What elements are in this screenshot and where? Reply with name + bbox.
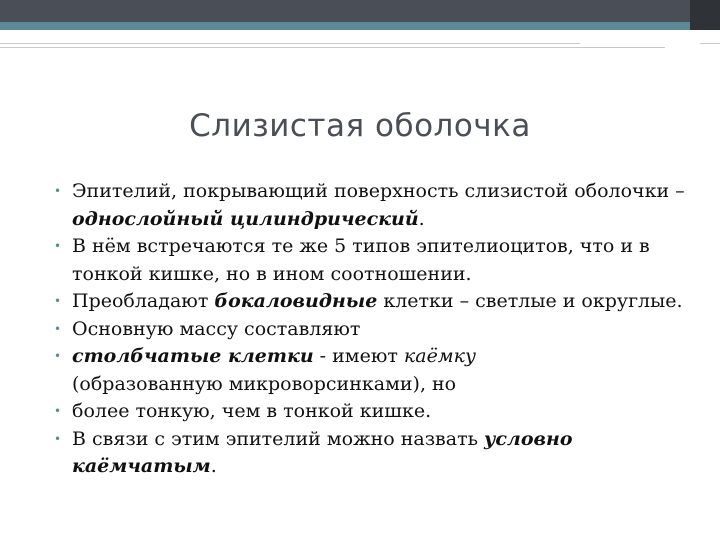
- bullet-text: клетки – светлые и округлые.: [377, 290, 683, 312]
- divider-line: [0, 43, 580, 44]
- bullet-italic: каёмку: [403, 345, 476, 367]
- divider-line: [0, 47, 665, 48]
- divider-line: [700, 43, 720, 44]
- bullet-dot-icon: •: [54, 431, 62, 446]
- bullet-text: Эпителий, покрывающий поверхность слизистой оболочки –: [72, 180, 685, 202]
- bullet-item: [52, 343, 692, 398]
- bullet-item: [52, 288, 692, 316]
- header-corner-block: [690, 0, 720, 30]
- header-accent-stripe: [0, 22, 690, 30]
- bullet-item: [52, 316, 692, 344]
- bullet-dot-icon: •: [54, 349, 62, 363]
- bullet-text: .: [210, 455, 217, 477]
- bullet-item: [52, 426, 692, 481]
- bullet-text: В нём встречаются те же 5 типов эпителиоцитов, что и в тонкой кишке, но в ином соотношении.: [72, 235, 650, 285]
- bullet-emphasis: однослойный цилиндрический: [72, 207, 419, 230]
- bullet-text: Основную массу составляют: [72, 317, 361, 340]
- bullet-list: [52, 178, 692, 481]
- bullet-text: В связи с этим эпителий можно назвать: [72, 427, 484, 450]
- bullet-text: .: [418, 207, 425, 230]
- slide-title: Слизистая оболочка: [189, 108, 531, 144]
- bullet-text: (образованную микроворсинками), но: [72, 372, 457, 395]
- bullet-emphasis: бокаловидные: [214, 290, 378, 312]
- bullet-text: более тонкую, чем в тонкой кишке.: [72, 400, 432, 422]
- bullet-dot-icon: •: [54, 294, 62, 308]
- bullet-dot-icon: •: [54, 184, 62, 198]
- bullet-dot-icon: •: [54, 239, 62, 253]
- bullet-text: Преобладают: [72, 290, 215, 312]
- bullet-text: - имеют: [313, 345, 404, 367]
- bullet-item: [52, 233, 692, 288]
- bullet-emphasis: условно каёмчатым: [72, 427, 573, 477]
- bullet-dot-icon: •: [54, 321, 62, 336]
- bullet-dot-icon: •: [54, 404, 62, 418]
- bullet-item: [52, 398, 692, 426]
- bullet-emphasis: столбчатые клетки: [72, 345, 314, 367]
- bullet-item: [52, 178, 692, 233]
